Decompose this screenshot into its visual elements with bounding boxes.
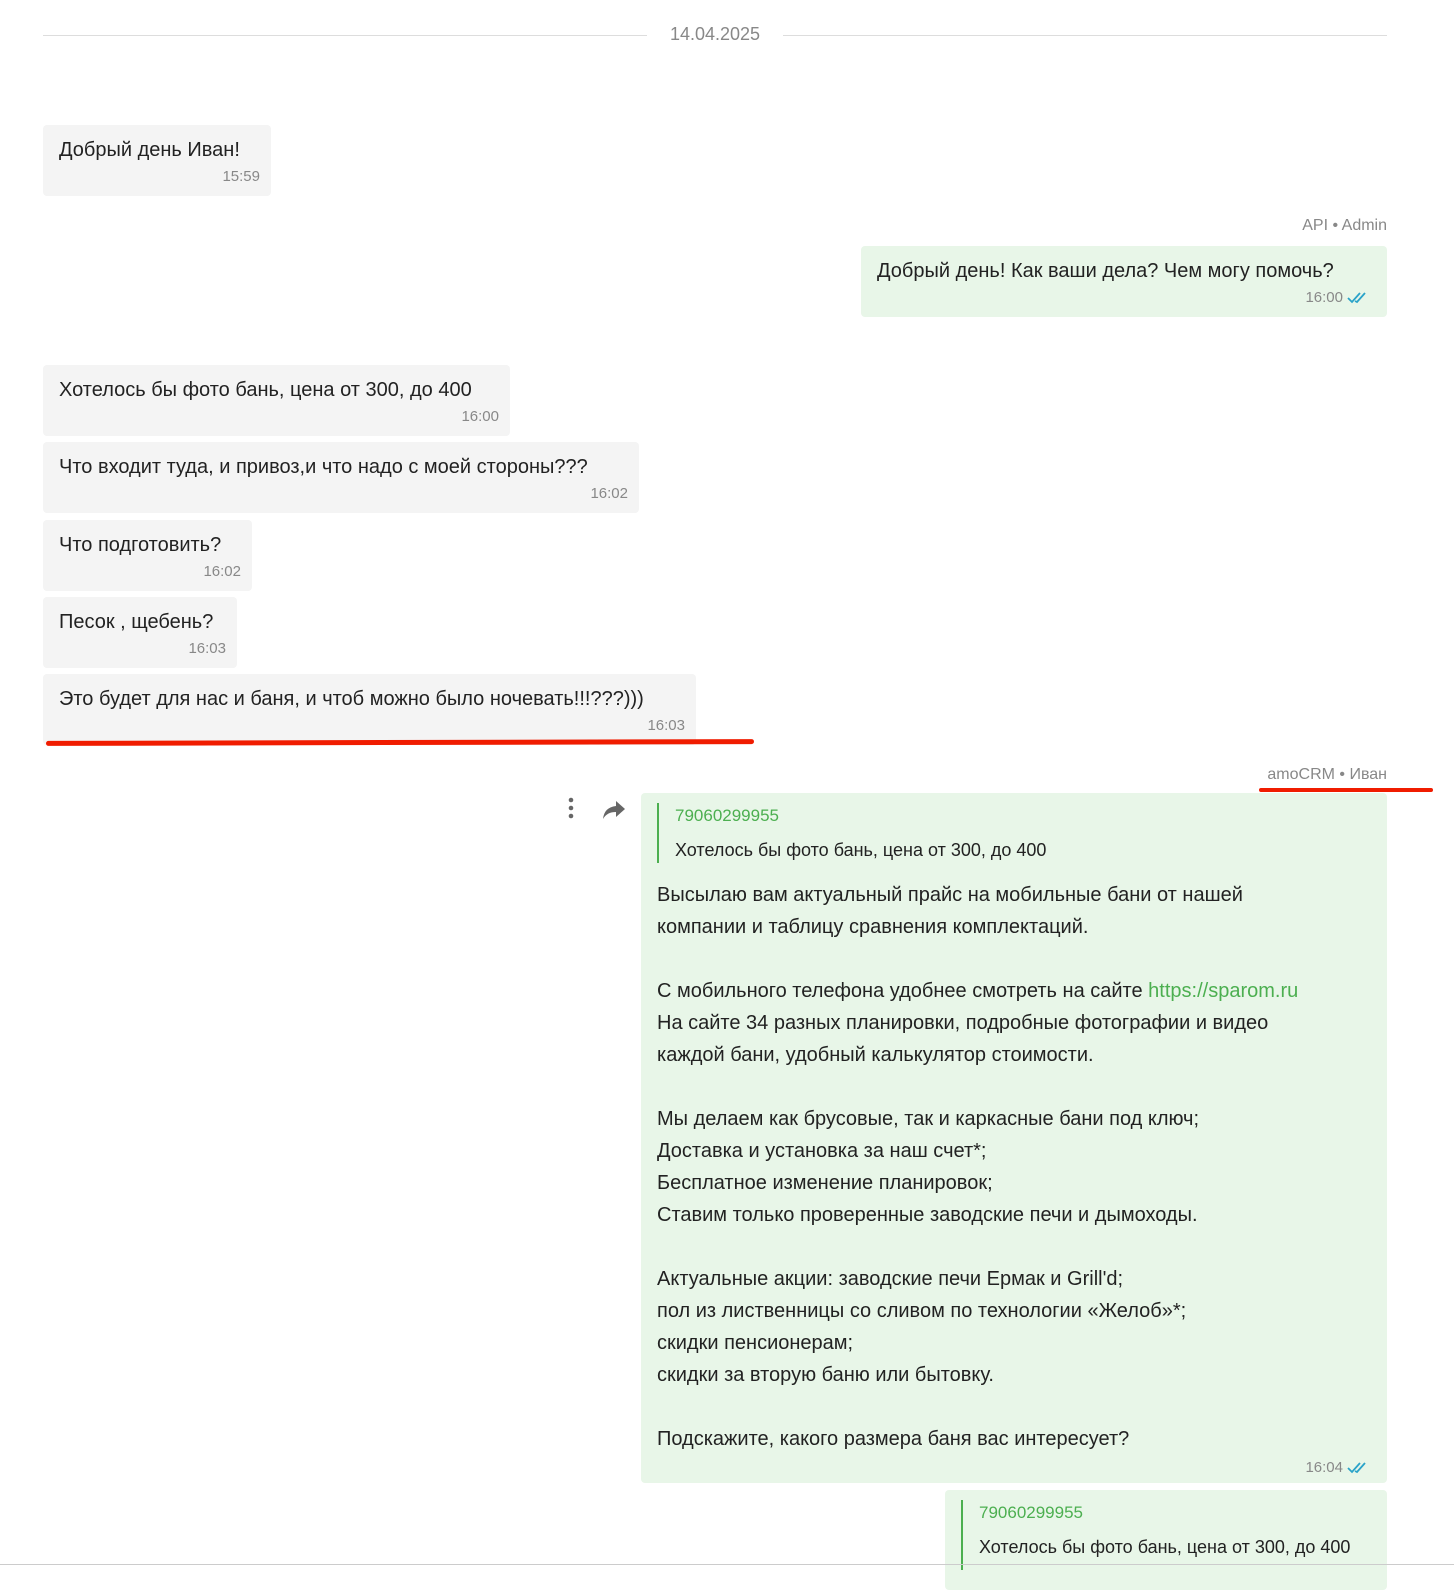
forward-icon[interactable] — [601, 799, 627, 821]
text: Бесплатное изменение планировок; — [657, 1172, 993, 1194]
text: Ставим только проверенные заводские печи и дымоходы. — [657, 1204, 1198, 1226]
text: С мобильного телефона удобнее смотреть на сайте — [657, 980, 1149, 1002]
paragraph — [657, 975, 1317, 1071]
incoming-message — [43, 674, 696, 745]
paragraph — [657, 1103, 1317, 1231]
message-time: 16:04 — [1305, 1459, 1343, 1476]
website-link[interactable]: https://sparom.ru — [1148, 980, 1299, 1002]
message-text: Что подготовить? — [59, 534, 222, 556]
incoming-message — [43, 125, 271, 196]
message-text: Это будет для нас и баня, и чтоб можно было ночевать!!!???))) — [59, 688, 644, 710]
message-time: 15:59 — [222, 168, 260, 185]
message-time: 16:00 — [1305, 289, 1343, 306]
red-underline-annotation — [1259, 788, 1433, 792]
message-text: Добрый день! Как ваши дела? Чем могу помочь? — [877, 260, 1334, 282]
text: Мы делаем как брусовые, так и каркасные бани под ключ; — [657, 1108, 1200, 1130]
quote-text: Хотелось бы фото бань, цена от 300, до 400 — [675, 840, 1047, 860]
incoming-message — [43, 520, 252, 591]
text: пол из лиственницы со сливом по технологии «Желоб»*; — [657, 1300, 1187, 1322]
reply-quote[interactable] — [657, 803, 1371, 863]
message-time: 16:00 — [461, 408, 499, 425]
message-time: 16:02 — [590, 485, 628, 502]
more-options-icon[interactable] — [566, 797, 576, 821]
quote-author: 79060299955 — [979, 1503, 1084, 1522]
message-time: 16:03 — [188, 640, 226, 657]
message-author: API • Admin — [1302, 217, 1387, 234]
double-check-icon — [1347, 1462, 1371, 1474]
outgoing-message — [945, 1490, 1387, 1590]
double-check-icon — [1347, 292, 1371, 304]
quote-text: Хотелось бы фото бань, цена от 300, до 400 — [979, 1537, 1351, 1557]
outgoing-message — [641, 793, 1387, 1483]
message-text: Что входит туда, и привоз,и что надо с моей стороны??? — [59, 456, 588, 478]
message-text: Хотелось бы фото бань, цена от 300, до 400 — [59, 379, 472, 401]
message-text — [657, 879, 1317, 1455]
incoming-message — [43, 365, 510, 436]
outgoing-message — [861, 246, 1387, 317]
text: На сайте 34 разных планировки, подробные фотографии и видео каждой бани, удобный калькулятор стоимости. — [657, 1012, 1269, 1066]
message-text: Добрый день Иван! — [59, 139, 240, 161]
paragraph: Подскажите, какого размера баня вас интересует? — [657, 1428, 1130, 1450]
message-time: 16:03 — [647, 717, 685, 734]
date-separator: 14.04.2025 — [669, 24, 761, 44]
reply-quote[interactable] — [961, 1500, 1371, 1570]
text: Актуальные акции: заводские печи Ермак и Grill'd; — [657, 1268, 1124, 1290]
divider — [0, 1564, 1454, 1565]
text: Доставка и установка за наш счет*; — [657, 1140, 987, 1162]
message-author: amoCRM • Иван — [1267, 766, 1387, 783]
text: скидки пенсионерам; — [657, 1332, 854, 1354]
paragraph — [657, 1263, 1317, 1391]
quote-author: 79060299955 — [675, 806, 780, 825]
incoming-message — [43, 597, 237, 668]
message-text: Песок , щебень? — [59, 611, 214, 633]
message-time: 16:02 — [203, 563, 241, 580]
incoming-message — [43, 442, 639, 513]
text: скидки за вторую баню или бытовку. — [657, 1364, 994, 1386]
paragraph: Высылаю вам актуальный прайс на мобильные бани от нашей компании и таблицу сравнения комплектаций. — [657, 884, 1243, 938]
